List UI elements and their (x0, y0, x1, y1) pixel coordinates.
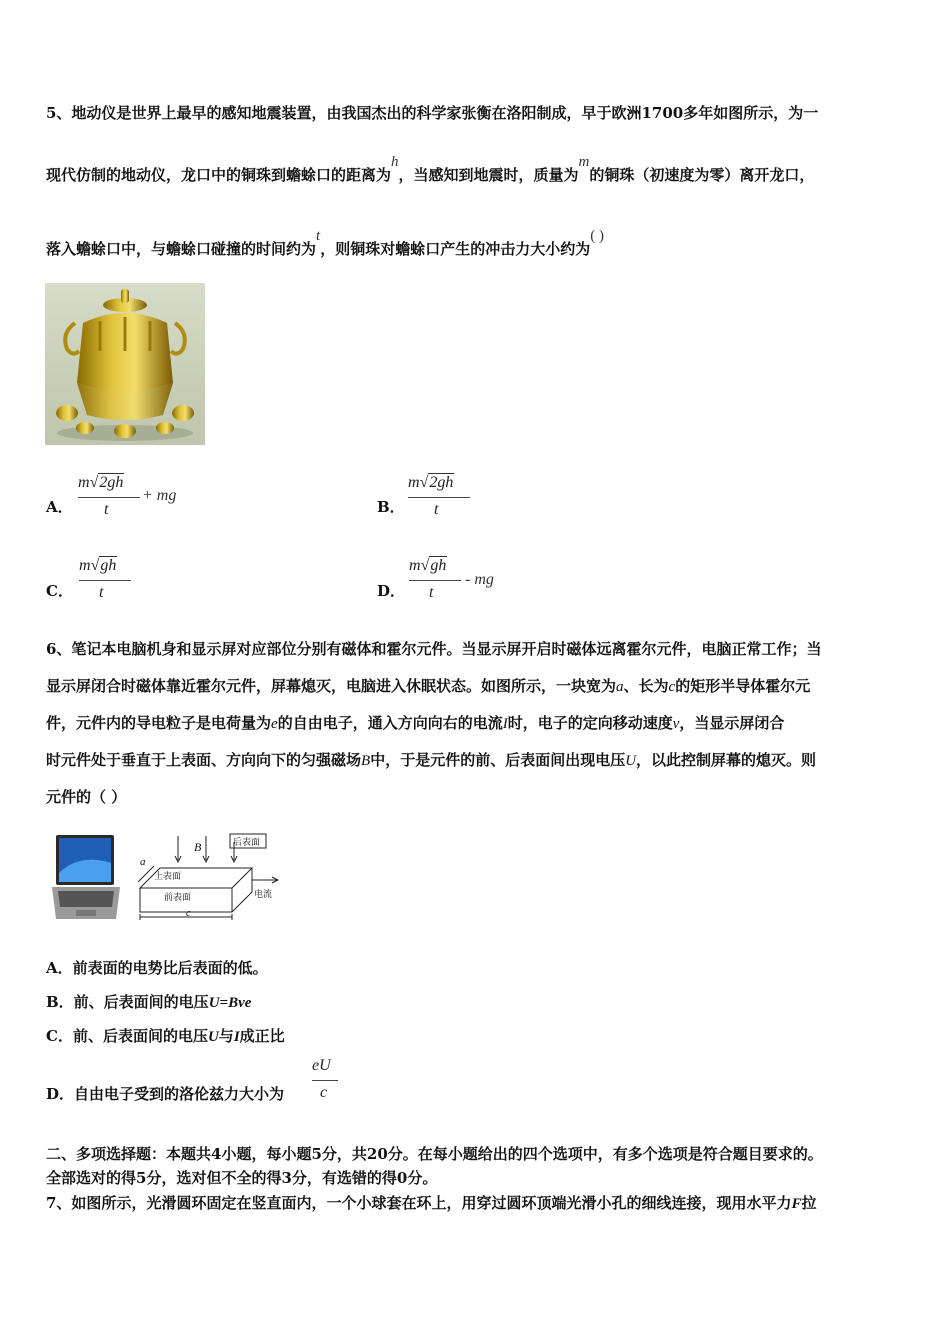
q5-line-2: 现代仿制的地动仪，龙口中的铜珠到蟾蜍口的距离为h，当感知到地震时，质量为m的铜珠（初速度为零）离开龙口， (46, 154, 815, 184)
section2-line-2: 全部选对的得5分，选对但不全的得3分，有选错的得0分。 (46, 1169, 438, 1187)
laptop-icon (50, 833, 122, 923)
diagram-label-c: c (186, 908, 191, 919)
seismograph-illustration (45, 283, 205, 445)
q7-line-1: 7、如图所示，光滑圆环固定在竖直面内，一个小球套在环上，用穿过圆环顶端光滑小孔的细线连接，现用水平力F拉 (46, 1194, 817, 1212)
diagram-label-back: 后表面 (233, 838, 261, 848)
laptop-image (50, 833, 122, 923)
q5-option-a-label[interactable]: A． (46, 498, 73, 516)
q5-option-d-tail: - mg (465, 571, 494, 588)
q5-option-b-label[interactable]: B． (377, 498, 405, 516)
q6-line-3: 件，元件内的导电粒子是电荷量为e的自由电子，通入方向向右的电流I时，电子的定向移动速度v，当显示屏闭合 (46, 714, 785, 732)
q6-option-d[interactable]: D．自由电子受到的洛伦兹力大小为 (46, 1085, 285, 1103)
q6-option-d-fraction: eU c (312, 1057, 338, 1107)
q5-option-a-fraction: m√2gh t (78, 473, 140, 523)
q5-line-1: 5、地动仪是世界上最早的感知地震装置，由我国杰出的科学家张衡在洛阳制成，早于欧洲1700多年如图所示，为一 (46, 104, 819, 122)
q6-option-c[interactable]: C．前、后表面间的电压U与I成正比 (46, 1027, 285, 1045)
q5-option-c-label[interactable]: C． (46, 582, 73, 600)
symbol-m: m (578, 154, 590, 170)
q5-line-3: 落入蟾蜍口中，与蟾蜍口碰撞的时间约为t，则铜珠对蟾蜍口产生的冲击力大小约为( ) (46, 228, 604, 258)
seismograph-image (45, 283, 205, 445)
q6-line-1: 6、笔记本电脑机身和显示屏对应部位分别有磁体和霍尔元件。当显示屏开启时磁体远离霍尔元件，电脑正常工作；当 (46, 640, 822, 658)
answer-paren: ( ) (590, 228, 604, 244)
q6-option-b[interactable]: B．前、后表面间的电压U=Bve (46, 993, 252, 1011)
hall-element-diagram (134, 830, 284, 925)
symbol-t: t (316, 228, 321, 244)
symbol-h: h (391, 154, 399, 170)
q6-option-a[interactable]: A．前表面的电势比后表面的低。 (46, 959, 268, 977)
q6-line-4: 时元件处于垂直于上表面、方向向下的匀强磁场B中，于是元件的前、后表面间出现电压U，以此控制屏幕的熄灭。则 (46, 751, 817, 769)
diagram-label-a: a (140, 856, 146, 868)
q5-option-d-fraction: m√gh t (409, 556, 461, 606)
q6-line-5: 元件的（ ） (46, 788, 127, 806)
q6-line-2: 显示屏闭合时磁体靠近霍尔元件，屏幕熄灭，电脑进入休眠状态。如图所示，一块宽为a、长为c的矩形半导体霍尔元 (46, 677, 811, 695)
q5-option-a-tail: + mg (142, 487, 177, 504)
diagram-label-b: B (194, 840, 202, 854)
diagram-label-front: 前表面 (164, 893, 192, 903)
q5-option-c-fraction: m√gh t (79, 556, 131, 606)
section2-line-1: 二、多项选择题：本题共4小题，每小题5分，共20分。在每小题给出的四个选项中，有多个选项是符合题目要求的。 (46, 1145, 823, 1163)
diagram-label-top: 上表面 (154, 872, 182, 882)
q5-option-d-label[interactable]: D． (377, 582, 406, 600)
q5-option-b-fraction: m√2gh t (408, 473, 470, 523)
diagram-label-current: 电流 (254, 890, 273, 900)
